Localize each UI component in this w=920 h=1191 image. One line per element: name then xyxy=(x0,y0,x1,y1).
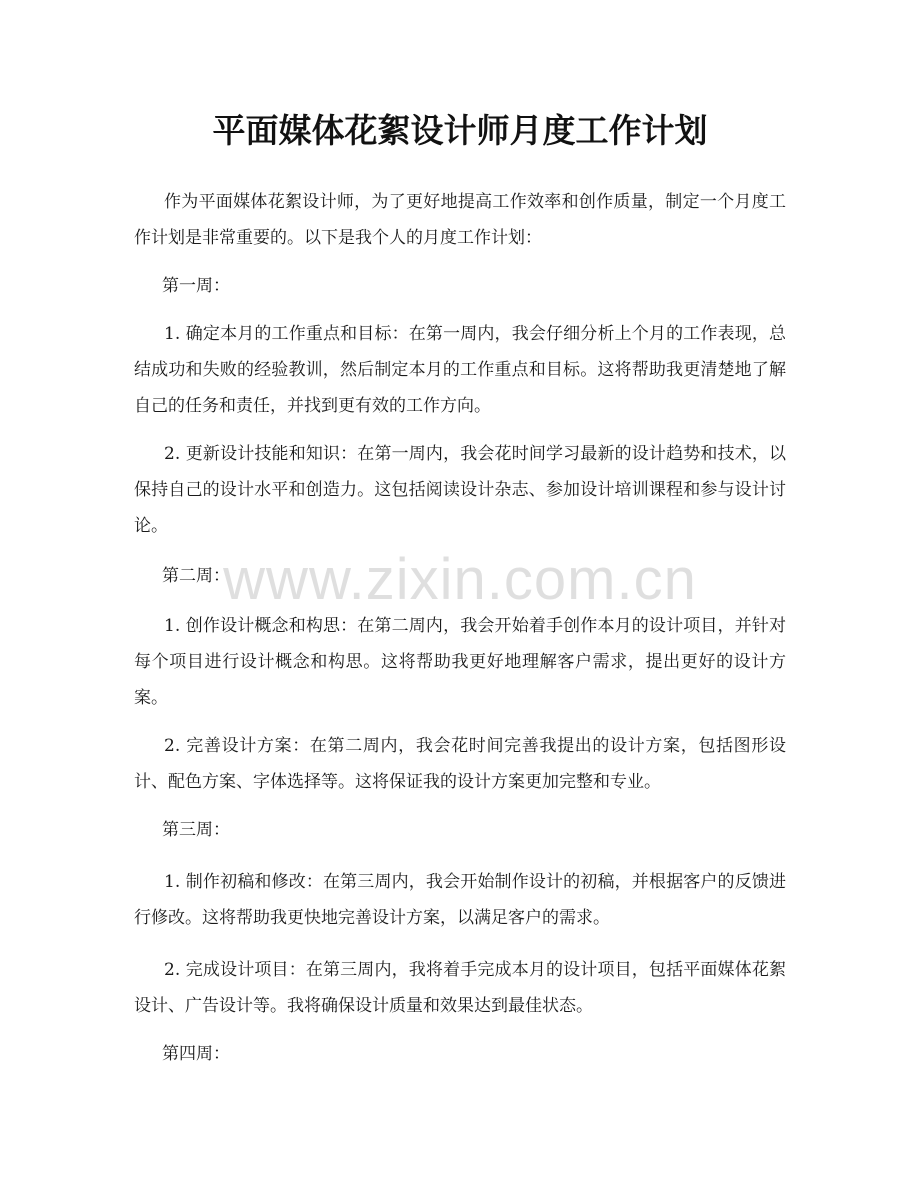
week1-item-2: 2. 更新设计技能和知识：在第一周内，我会花时间学习最新的设计趋势和技术，以保持自己的设计水平和创造力。这包括阅读设计杂志、参加设计培训课程和参与设计讨论。 xyxy=(134,444,786,536)
week1-heading: 第一周： xyxy=(162,276,230,296)
week4-heading: 第四周： xyxy=(162,1044,230,1064)
week2-item-2: 2. 完善设计方案：在第二周内，我会花时间完善我提出的设计方案，包括图形设计、配色方案、字体选择等。这将保证我的设计方案更加完整和专业。 xyxy=(134,736,786,792)
week3-heading: 第三周： xyxy=(162,820,230,840)
intro-paragraph: 作为平面媒体花絮设计师，为了更好地提高工作效率和创作质量，制定一个月度工作计划是非常重要的。以下是我个人的月度工作计划： xyxy=(134,192,786,248)
week2-heading: 第二周： xyxy=(162,566,230,586)
watermark: www.zixin.com.cn xyxy=(223,547,697,612)
week3-item-1: 1. 制作初稿和修改：在第三周内，我会开始制作设计的初稿，并根据客户的反馈进行修改。这将帮助我更快地完善设计方案，以满足客户的需求。 xyxy=(134,872,786,928)
week1-item-1: 1. 确定本月的工作重点和目标：在第一周内，我会仔细分析上个月的工作表现，总结成功和失败的经验教训，然后制定本月的工作重点和目标。这将帮助我更清楚地了解自己的任务和责任，并找到更有效的工作方向。 xyxy=(134,324,786,416)
week3-item-2: 2. 完成设计项目：在第三周内，我将着手完成本月的设计项目，包括平面媒体花絮设计、广告设计等。我将确保设计质量和效果达到最佳状态。 xyxy=(134,960,786,1016)
document-title: 平面媒体花絮设计师月度工作计划 xyxy=(212,111,708,150)
week2-item-1: 1. 创作设计概念和构思：在第二周内，我会开始着手创作本月的设计项目，并针对每个项目进行设计概念和构思。这将帮助我更好地理解客户需求，提出更好的设计方案。 xyxy=(134,616,786,708)
